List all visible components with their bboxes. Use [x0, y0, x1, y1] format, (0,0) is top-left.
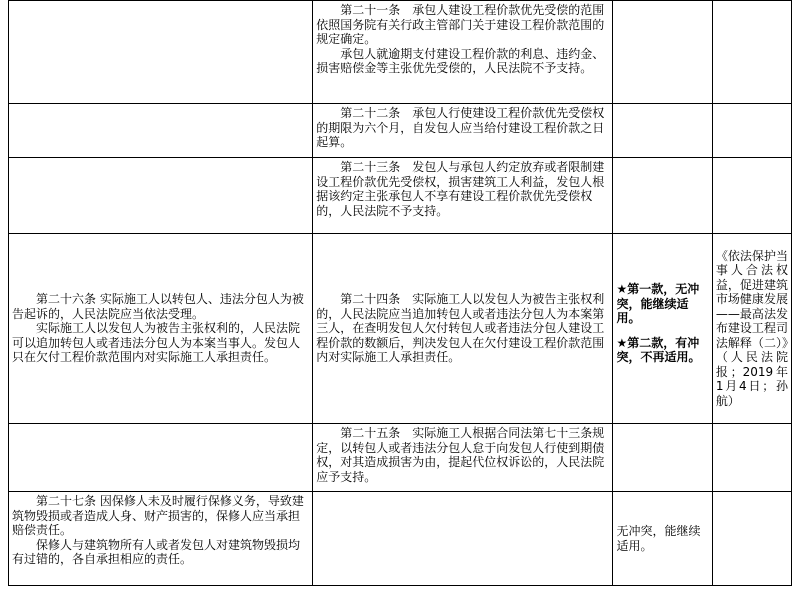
new-article-cell	[9, 424, 313, 492]
old-article-cell	[313, 424, 613, 492]
article-text: 第二十一条 承包人建设工程价款优先受偿的范围依照国务院有关行政主管部门关于建设工程价款范围的规定确定。	[316, 3, 605, 46]
status-cell	[613, 104, 712, 158]
new-article-cell	[9, 234, 313, 424]
article-text: 第二十六条 实际施工人以转包人、违法分包人为被告起诉的，人民法院应当依法受理。	[12, 292, 304, 321]
old-article-cell	[313, 234, 613, 424]
note-cell	[712, 1, 791, 104]
table-row	[9, 1, 792, 104]
old-article-cell	[313, 158, 613, 234]
note-cell	[712, 424, 791, 492]
article-text: 承包人就逾期支付建设工程价款的利息、违约金、损害赔偿金等主张优先受偿的，人民法院不予支持。	[316, 46, 605, 75]
new-article-cell	[9, 1, 313, 104]
new-article-cell	[9, 158, 313, 234]
status-cell	[613, 424, 712, 492]
new-article-cell	[9, 104, 313, 158]
old-article-cell	[313, 1, 613, 104]
article-text: 第二十二条 承包人行使建设工程价款优先受偿权的期限为六个月，自发包人应当给付建设工程价款之日起算。	[316, 106, 605, 149]
status-cell	[613, 158, 712, 234]
old-article-cell	[313, 104, 613, 158]
status-text: ★第一款，无冲突，能继续适用。	[616, 282, 700, 326]
old-article-cell	[313, 492, 613, 586]
note-cell	[712, 104, 791, 158]
note-cell	[712, 234, 791, 424]
table-row	[9, 234, 792, 424]
note-cell	[712, 158, 791, 234]
status-text: ★第二款，有冲突，不再适用。	[616, 335, 701, 365]
status-cell	[613, 1, 712, 104]
law-comparison-table	[8, 0, 792, 586]
article-text: 第二十五条 实际施工人根据合同法第七十三条规定，以转包人或者违法分包人怠于向发包人行使到期债权，对其造成损害为由，提起代位权诉讼的，人民法院应予支持。	[316, 426, 605, 484]
status-text: 无冲突，能继续适用。	[616, 524, 701, 553]
article-text: 第二十三条 发包人与承包人约定放弃或者限制建设工程价款优先受偿权，损害建筑工人利益，发包人根据该约定主张承包人不享有建设工程价款优先受偿权的，人民法院不予支持。	[316, 160, 605, 218]
note-cell	[712, 492, 791, 586]
source-note: 《依法保护当事人合法权益，促进建筑市场健康发展——最高法发布建设工程司法解释（二）》（人民法院报；2019年1月4日；孙航）	[715, 248, 788, 408]
status-cell	[613, 492, 712, 586]
status-cell	[613, 234, 712, 424]
table-row	[9, 424, 792, 492]
table-row	[9, 104, 792, 158]
article-text: 实际施工人以发包人为被告主张权利的，人民法院可以追加转包人或者违法分包人为本案当事人。发包人只在欠付工程价款范围内对实际施工人承担责任。	[12, 321, 301, 365]
table-row	[9, 158, 792, 234]
article-text: 第二十七条 因保修人未及时履行保修义务，导致建筑物毁损或者造成人身、财产损害的，保修人应当承担赔偿责任。	[12, 494, 304, 537]
article-text: 第二十四条 实际施工人以发包人为被告主张权利的，人民法院应当追加转包人或者违法分包人为本案第三人，在查明发包人欠付转包人或者违法分包人建设工程价款的数额后，判决发包人在欠付建设工程价款范围内对实际施工人承担责任。	[316, 292, 605, 365]
article-text: 保修人与建筑物所有人或者发包人对建筑物毁损均有过错的，各自承担相应的责任。	[12, 537, 301, 566]
table-row	[9, 492, 792, 586]
new-article-cell	[9, 492, 313, 586]
